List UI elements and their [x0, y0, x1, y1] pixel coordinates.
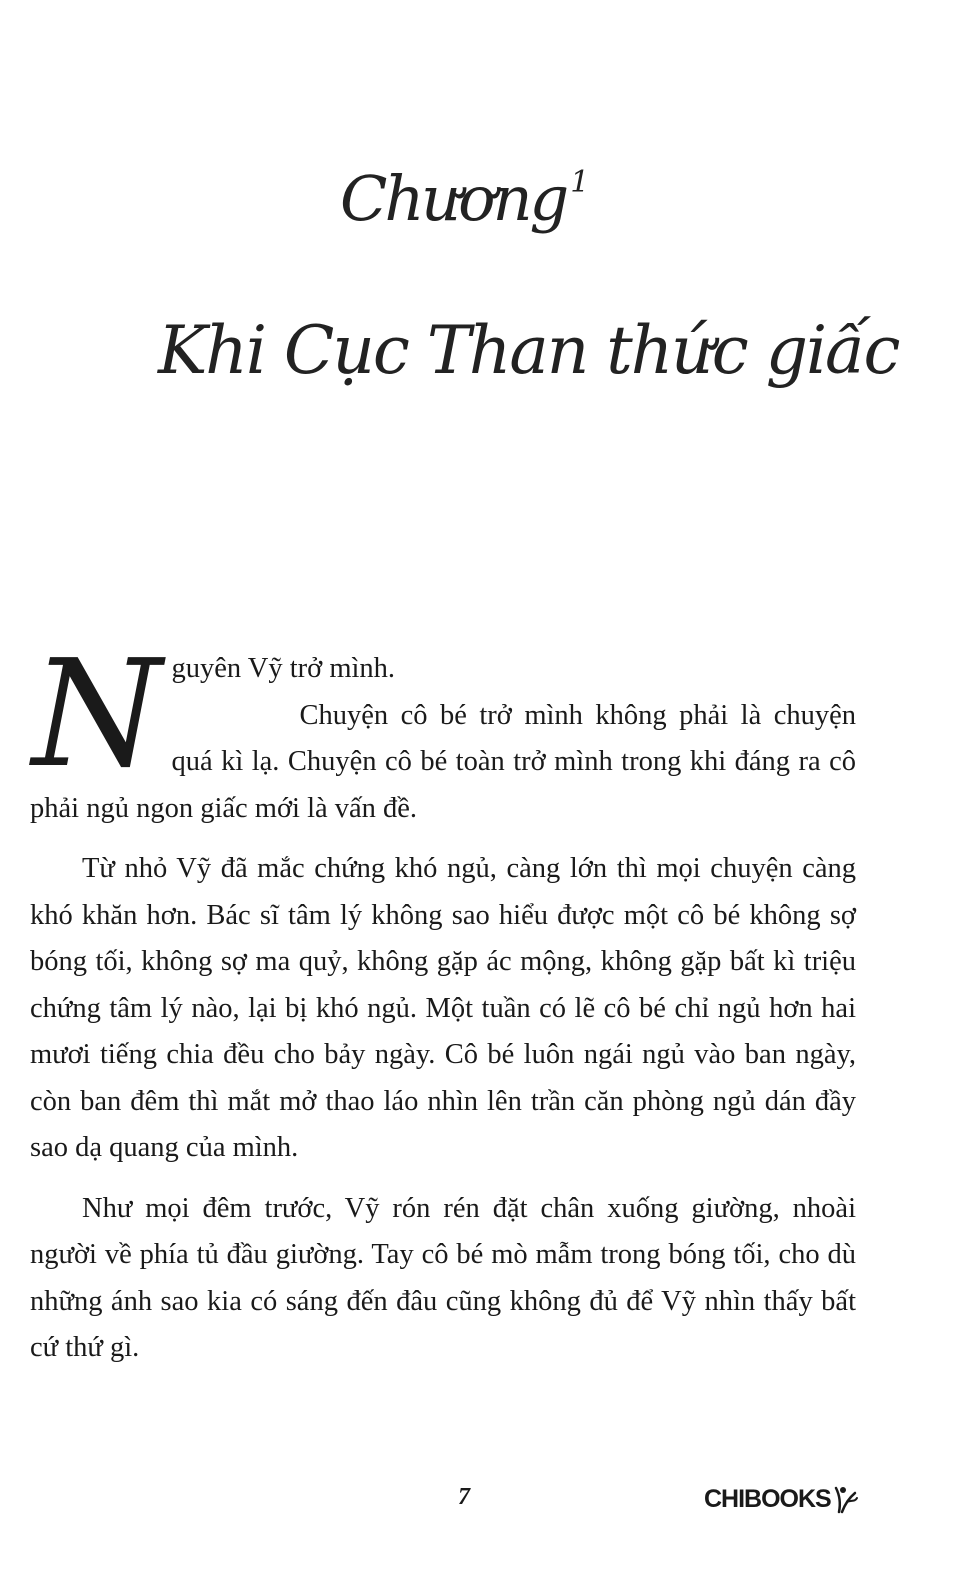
paragraph-1-rest: Chuyện cô bé trở mình không phải là chuyện quá kì lạ. Chuyện cô bé toàn trở mình trong khi đáng ra cô phải ngủ ngon giấc mới là vấn đề. [30, 699, 856, 824]
body-text [30, 628, 856, 1372]
chapter-label [340, 162, 587, 235]
paragraph-1 [30, 628, 856, 832]
sprout-icon [833, 1484, 859, 1514]
chapter-number: 1 [570, 165, 587, 200]
paragraph-2: Từ nhỏ Vỹ đã mắc chứng khó ngủ, càng lớn thì mọi chuyện càng khó khăn hơn. Bác sĩ tâm lý không sao hiểu được một cô bé không sợ bóng tối, không sợ ma quỷ, không gặp ác mộng, không gặp bất kì triệu chứng tâm lý nào, lại bị khó ngủ. Một tuần có lẽ cô bé chỉ ngủ hơn hai mươi tiếng chia đều cho bảy ngày. Cô bé luôn ngái ngủ vào ban ngày, còn ban đêm thì mắt mở thao láo nhìn lên trần căn phòng ngủ dán đầy sao dạ quang của mình. [30, 853, 856, 1163]
paragraph-3: Như mọi đêm trước, Vỹ rón rén đặt chân xuống giường, nhoài người về phía tủ đầu giường. Tay cô bé mò mẫm trong bóng tối, cho dù những ánh sao kia có sáng đến đâu cũng không đủ để Vỹ nhìn thấy bất cứ thứ gì. [30, 1192, 856, 1363]
paragraph-1-line-1: guyên Vỹ trở mình. [171, 653, 396, 684]
publisher-logo [704, 1484, 859, 1514]
page-number: 7 [458, 1484, 470, 1510]
publisher-name: CHIBOOKS [704, 1484, 831, 1513]
chapter-label-text: Chương [340, 162, 567, 235]
drop-cap: N [32, 628, 162, 800]
chapter-title: Khi Cục Than thức giấc [158, 312, 899, 389]
